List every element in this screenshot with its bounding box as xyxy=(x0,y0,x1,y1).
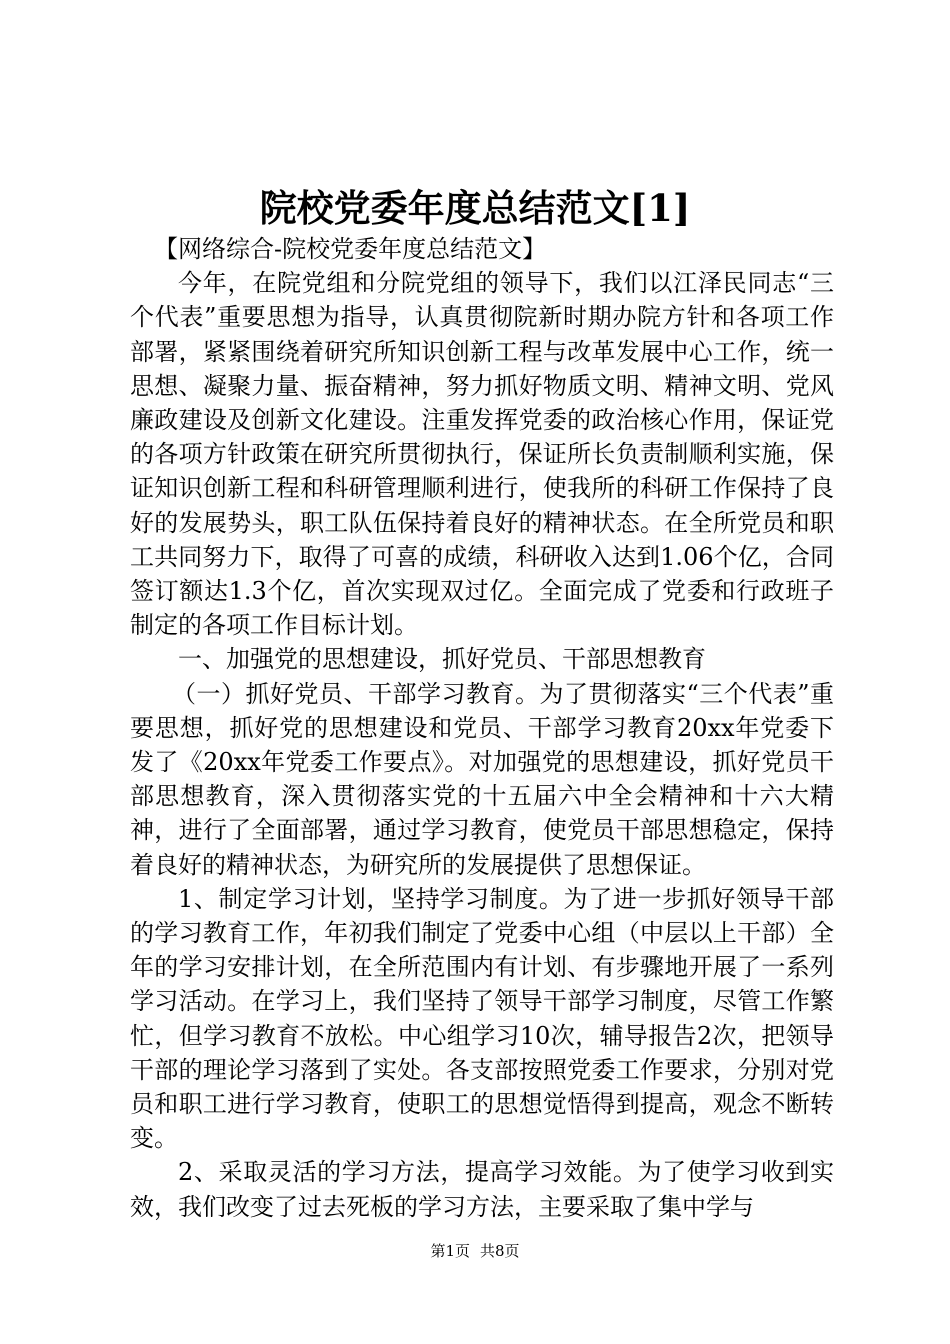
source-line: 【网络综合-院校党委年度总结范文】 xyxy=(154,235,547,263)
page-number: 第1页 xyxy=(430,1242,470,1260)
page-total: 共8页 xyxy=(480,1242,520,1260)
subsection-paragraph: （一）抓好党员、干部学习教育。为了贯彻落实“三个代表”重要思想，抓好党的思想建设和党员、干部学习教育20xx年党委下发了《20xx年党委工作要点》。对加强党的思想建设，抓好党员干部思想教育，深入贯彻落实党的十五届六中全会精神和十六大精神，进行了全面部署，通过学习教育，使党员干部思想稳定，保持着良好的精神状态，为研究所的发展提供了思想保证。 xyxy=(130,679,834,879)
paragraph-intro: 今年，在院党组和分院党组的领导下，我们以江泽民同志“三个代表”重要思想为指导，认真贯彻院新时期办院方针和各项工作部署，紧紧围绕着研究所知识创新工程与改革发展中心工作，统一思想、凝聚力量、振奋精神，努力抓好物质文明、精神文明、党风廉政建设及创新文化建设。注重发挥党委的政治核心作用，保证党的各项方针政策在研究所贯彻执行，保证所长负责制顺利实施，保证知识创新工程和科研管理顺利进行，使我所的科研工作保持了良好的发展势头，职工队伍保持着良好的精神状态。在全所党员和职工共同努力下，取得了可喜的成绩，科研收入达到1.06个亿，合同签订额达1.3个亿，首次实现双过亿。全面完成了党委和行政班子制定的各项工作目标计划。 xyxy=(130,269,834,640)
document-body xyxy=(130,232,834,1224)
paragraph-item-1: 1、制定学习计划，坚持学习制度。为了进一步抓好领导干部的学习教育工作，年初我们制定了党委中心组（中层以上干部）全年的学习安排计划，在全所范围内有计划、有步骤地开展了一系列学习活动。在学习上，我们坚持了领导干部学习制度，尽管工作繁忙，但学习教育不放松。中心组学习10次，辅导报告2次，把领导干部的理论学习落到了实处。各支部按照党委工作要求，分别对党员和职工进行学习教育，使职工的思想觉悟得到提高，观念不断转变。 xyxy=(130,884,834,1153)
document-title: 院校党委年度总结范文[1] xyxy=(259,186,691,230)
paragraph-item-2: 2、采取灵活的学习方法，提高学习效能。为了使学习收到实效，我们改变了过去死板的学习方法，主要采取了集中学与 xyxy=(130,1158,834,1221)
section-heading: 一、加强党的思想建设，抓好党员、干部思想教育 xyxy=(178,645,706,674)
page-footer xyxy=(0,1240,950,1262)
